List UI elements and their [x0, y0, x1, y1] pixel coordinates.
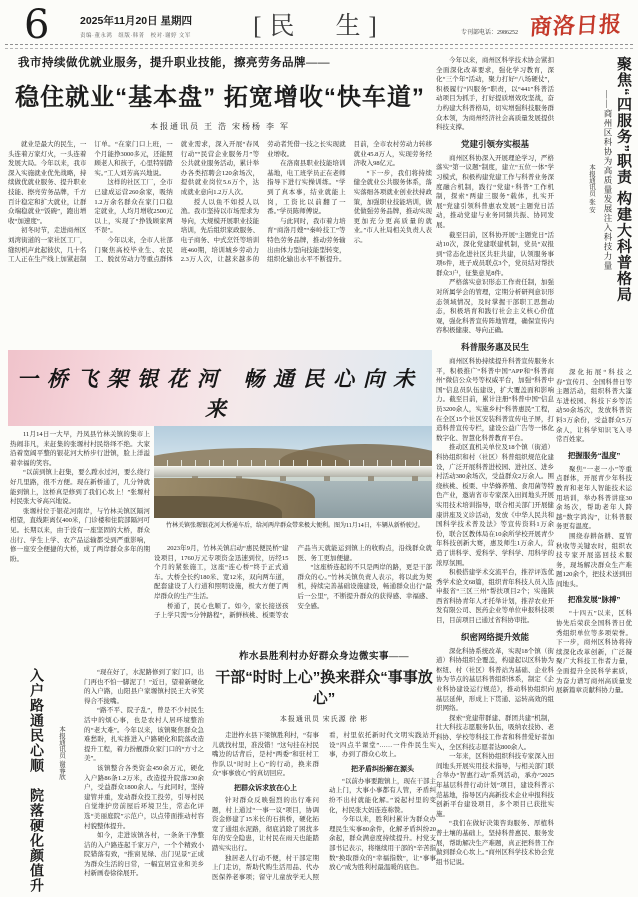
- employment-headline: 稳住就业“基本盘” 拓宽增收“快车道”: [15, 84, 425, 111]
- bridge-lower-columns: 2023年9月，竹林关镇启动“惠民便民桥”建设项目，1760万元专项资金迅速到位，历经15个月的紧张施工，这座“连心桥”终于正式通车。大桥全长约180米、宽12米，双向两车道，配套建设了人行道和照明设施，极大方便了两岸群众的生产生活。 桥通了，民心也顺了。如今，家长接送孩子上学只需“5分钟路程”，新鲜核桃、板栗等农产品当天就能运到镇上的收购点，沿线群众就医、务工更加便捷。 “这座桥连起的不只是两岸的路，更是干部群众的心。”竹林关镇负责人表示，将以此为契机，持续完善基础设施建设，畅通群众出行“最后一公里”，不断提升群众的获得感、幸福感、安全感。: [154, 545, 432, 620]
- header-rule-bottom: [5, 48, 633, 49]
- bridge-photo-caption: 竹林关镇张塬银花河大桥通车后，给河两岸群众带来极大便利。图为11月14日，车辆从新桥驶过。: [166, 523, 424, 529]
- science-subtitle: ——商州区科协为高质量发展注入科技力量: [603, 90, 613, 271]
- staff-credits: 责编·董永鸿 组版·韩菁 校对·谢婷 文军: [80, 33, 191, 39]
- masthead-logo: 商洛日报: [528, 11, 623, 41]
- science-vertical-title-block: [556, 56, 632, 362]
- cadre-subhead-2: 把矛盾纠纷解在源头: [351, 765, 414, 773]
- science-subhead-1: 党建引领夯实根基: [460, 138, 529, 149]
- science-intro: 今年以来，商州区科学技术协会紧扣全面深化改革要求，强化学习教育，深化“三个年”活动，聚力打好“八场硬仗”，积极履行“四服务”职责，以“441”科普活动项目为抓手，打好提质增效攻坚战，奋力构建大科普格局，切实增强科技服务群众本领，为商州经济社会高质量发展提供科技支撑。: [436, 57, 554, 132]
- science-headline: 聚焦“四服务”职责 构建大科普格局: [615, 56, 632, 303]
- article-bridge-feature: [8, 350, 432, 648]
- science-section-2: 商州区科协持续提升科普宣传服务水平，积极推广“科普中国”APP和“科普商州”微信公众号等权威平台，加强“科普中国”信息员队伍建设，扩大覆盖面和影响力。截至目前，累计注册“科普中国”信息员3200余人，实施乡村“科普惠民”工程，在全区15个社区安装科普宣传电子屏，打造科普宣传专栏，建设公益广告等一体化数字化、智慧化科普教育平台。 推动区直机关单位及18个镇（街道）科协组织和村（社区）科普组织规范化建设，广泛开展科普进校园、进社区、进乡村活动380余场次，受益群众2万余人。围绕核桃、板栗、中华蜂养殖、食用菌等特色产业，邀请省市专家深入田间地头开展实用技术培训指导，联合相关部门开展健康讲座及义诊活动，发放《中华人民共和国科学技术普及法》等宣传资料1万余份，联合区教体局在10余所学校开展青少年科技创新大赛，惠及师生1万余人，营造了讲科学、爱科学、学科学、用科学的浓厚氛围。 积极搭建学术交流平台，推荐评选优秀学术论文68篇，组织青年科技人员入选申报省“三区三州”帮扶项目2个；实施陕西省科协青年人才托举计划，推荐农业开发有限公司、医药企业等单位申报科技项目，目前项目已通过省科协审批。: [436, 358, 554, 625]
- header-rule-top: [5, 44, 633, 45]
- science-colb-part-2: 聚焦“一老一小”等重点群体，开展青少年科技教育和老年人智能技术运用培训，举办科普讲座30余场次，帮助老年人跨越“数字鸿沟”，让科普服务更有温度。 围绕春耕备耕、夏管秋收等关键农时，组织农技专家开展巡回技术服务，现场解决群众生产难题120余个，把技术送到田间地头。: [556, 465, 632, 588]
- science-byline: 本报通讯员 张 安: [588, 164, 595, 213]
- science-section-1: 商州区科协深入开展理论学习，严格落实“第一议题”制度，建立“五位一体”学习模式，积极构建党建工作与科普业务深度融合机制，践行“党建+科普”工作机制，探索“两建三服务”载体，扎实开展“党建引领科普惠农发展”主题党日活动，推动党建与业务同频共振、协同发展。 截至目前，区科协开展“主题党日”活动10次，深化党建联建机制，党员“双报到”常态化进社区共驻共建，认领服务事项6件，班子成员联点3个，党员结对帮扶群众3户，征集意见8件。 严格落实意识形态工作责任制，加强对所属学会的管理，定期分析研判意识形态领域情况，及时掌握干部职工思想动态，积极培育和践行社会主义核心价值观，强化科普宣传阵地管理，确保宣传内容积极健康、导向正确。: [436, 154, 554, 335]
- article-employment: [8, 54, 432, 346]
- alley-vertical-headline: 入户路通民心顺 院落硬化颜值升: [29, 668, 45, 893]
- bridge-headline: 一桥飞架银花河 畅通民心向未来: [16, 366, 424, 421]
- science-subhead-2: 科普服务惠及民生: [460, 342, 529, 353]
- article-science-column-a: [436, 56, 554, 892]
- alley-byline: 本报通讯员 谢蓉欣: [58, 726, 65, 780]
- cadre-subhead-1: 把群众诉求放在心上: [234, 784, 297, 792]
- bridge-photo: [154, 426, 432, 518]
- department-phone: 专刊部电话：2986252: [460, 30, 518, 36]
- cadre-byline: 本报通讯员 宋氏源 徐 彬: [279, 715, 369, 723]
- science-subhead-3: 织密网络提升效能: [460, 631, 529, 642]
- article-cadre: [212, 648, 436, 896]
- bridge-title-banner: [8, 350, 432, 426]
- alley-body: “现在好了，水泥路修到了家门口，出门再也不怕一脚泥了！”近日，望着新硬化的入户路，山阳县户家塬镇村民王大爷笑得合不拢嘴。 “路不平、院子乱”，曾是不少村民生活中的烦心事，也是农村人居环境整治的“老大难”。今年以来，该镇聚焦群众急难愁盼，扎实推进入户路硬化和院落改造提升工程，着力扮靓群众家门口的“方寸之美”。 该镇整合各类资金450余万元，硬化入户路86条1.2万米，改造提升院落230余户，受益群众1800余人。与此同时，坚持建管并重，发动群众投工投劳，引导村民自觉维护房前屋后环境卫生，常态化评选“美丽庭院”示范户，以点带面推动村容村貌整体提升。 如今，走进该镇各村，一条条干净整洁的入户路连起千家万户，一个个精致小院错落有致，“推窗见绿、出门见景”正成为群众生活的日常，一幅宜居宜业和美乡村新画卷徐徐展开。: [84, 669, 204, 878]
- cadre-body-part-1: 走进柞水县下梁镇胜利村，“有事儿就找村里，准没错！”这句挂在村民嘴边的话背后，是村“两委”和驻村工作队以“时时上心”的行动，换来群众“事事放心”的真切回应。: [212, 732, 319, 778]
- cadre-headline: 干部“时时上心”换来群众“事事放心”: [215, 669, 433, 707]
- science-colb-subhead-2: 把准发展“脉搏”: [567, 595, 621, 605]
- date-block: [80, 13, 192, 39]
- cadre-body: [212, 731, 436, 897]
- employment-kicker: 我市持续做优就业服务，提升职业技能，擦亮劳务品牌——: [18, 57, 330, 69]
- employment-byline: 本报通讯员 王 浩 宋杨杨 李 军: [150, 122, 290, 131]
- bridge-left-column: 11月14日一大早，丹凤县竹林关镇的集市上热闹非凡，来赶集的张塬村村民络绎不绝。大家沿着宽阔平整的银花河大桥步行进镇，脸上洋溢着幸福的笑容。 “以前到镇上赶集，要么蹚水过河，要么绕行好几里路，很不方便。现在新桥通了，几分钟就能到镇上，这桥真是修到了我们心坎上！”张塬村村民张大爷高兴地说。 张塬村位于银花河南岸，与竹林关镇区隔河相望，直线距离仅400米，门诊楼和住院部隔河可见。长期以来，由于没有一座坚固的大桥，群众出行、学生上学、农产品运输都受到严重影响，修一座安全便捷的大桥，成了两岸群众多年的期盼。: [10, 431, 150, 563]
- cadre-body-part-2: 针对群众反映强烈的出行难问题，村上通过“一事一议”项目，协调资金修建了15米长的石拱桥，硬化拓宽了通组水泥路，彻底消除了困扰多年的安全隐患，让村民在雨天也能踏踏实实出行。 独居老人行动不便，村干部定期上门走访，帮助代购生活用品、代办医保养老事项；留守儿童放学无人照看，村里依托新时代文明实践站开设“四点半课堂”……一件件民生实事，办到了群众心坎上。: [212, 732, 436, 881]
- cadre-body-part-3: “以前办事要跑镇上，现在干部主动上门，大事小事都有人管，矛盾纠纷不出村就能化解。”说起村里的变化，村民张大妈连连称赞。 今年以来，胜利村累计为群众办理民生实事80余件，化解矛盾纠纷20余起，群众满意度持续提升。村党支部书记表示，将继续用干部的“辛苦指数”换取群众的“幸福指数”，让“事事放心”成为胜利村最温暖的底色。: [329, 777, 436, 872]
- science-colb-part-1: 深化拓展“科技之春”宣传月、全国科普日等主题活动，组织科普大篷车进校园、科技下乡等活动50余场次，发放科普资料3万余份，受益群众5万余人，让科学知识飞入寻常百姓家。: [556, 369, 632, 444]
- page-number: 6: [24, 2, 50, 48]
- article-alley: [8, 668, 206, 895]
- cadre-kicker: 柞水县胜利村办好群众身边微实事——: [238, 652, 409, 662]
- science-colb-part-3: “十四五”以来，区科协先后荣获全国科普日优秀组织单位等多项荣誉。下一步，商州区科协将持续深化改革创新，广泛凝聚广大科技工作者力量，全面提升全民科学素质，为奋力谱写商州高质量发展新篇章贡献科协力量。: [556, 610, 632, 695]
- science-section-3: 深化科协系统改革，实现18个镇（街道）科协组织全覆盖，构建起以区科协为枢纽、村（社区）科普站为基础、企业科协为节点的基层科普组织体系，制定《企业科协建设运行规范》，推动科协组织向基层延伸，形成上下贯通、运转高效的组织网络。 探索“党建带群建、群团共建”机制，壮大科技志愿服务队伍，吸纳农技协、老科协、学校等科技工作者和科普爱好者加入，全区科技志愿者达800余人。 一年来，区科协组织科技专家深入田间地头开展实用技术指导，与相关部门联合举办“智惠行动”系列活动，承办“2025年基层科普行动计划”项目，建设科普示范基地，指导区内高新技术企业申报科技创新平台建设项目，多个项目已获批实施。 “我们在做好决策咨询服务、厚植科普土壤的基础上，坚持科普惠民、服务发展，帮助解决生产难题，真正把科普工作做到群众心坎上。”商州区科学技术协会党组书记说。: [436, 647, 554, 866]
- employment-body: 就业是最大的民生，一头连着万家灯火，一头连着发展大局。今年以来，我市深入实施就业优先战略，持续做优就业服务、提升职业技能、擦亮劳务品牌，千方百计稳定和扩大就业，让群众端稳就业“饭碗”，跑出增收“加速度”。 初冬时节，走进商州区刘湾街道的一家社区工厂，缝纫机声此起彼伏，几十名工人正在生产线上加紧赶制订单。“在家门口上班，一个月能挣3000多元，还能照顾老人和孩子，心里特别踏实。”工人刘芳高兴地说。 这样的社区工厂，全市已建成运营260余家，吸纳1.2万余名群众在家门口稳定就业，人均月增收2500元以上，实现了“挣钱顾家两不误”。 今年以来，全市人社部门聚焦高校毕业生、农民工、脱贫劳动力等重点群体就业需求，深入开展“春风行动”“民营企业服务月”等公共就业服务活动，累计举办各类招聘会120余场次，提供就业岗位5.6万个，达成就业意向1.2万人次。 授人以鱼不如授人以渔。我市坚持以市场需求为导向，大规模开展职业技能培训，先后组织家政服务、电子商务、中式烹饪等培训班460期，培训城乡劳动力2.3万人次，让越来越多的劳动者凭借一技之长实现就业增收。 在洛南县职业技能培训基地，电工班学员正在老师指导下进行实操训练。“学到了真本事，结业就能上岗，工资比以前翻了一番。”学员陈师傅说。 与此同时，我市着力培育“商洛月嫂”“秦岭技工”等特色劳务品牌，推动劳务输出由体力型向技能型转变，组织化输出水平不断提升。目前，全市农村劳动力转移就业45.8万人，实现劳务经济收入98亿元。 “下一步，我们将持续健全就业公共服务体系，落实落细各项就业创业扶持政策，加强职业技能培训，做优做强劳务品牌，推动实现更加充分更高质量的就业。”市人社局相关负责人表示。: [8, 141, 432, 264]
- section-title: [民 生]: [253, 13, 385, 40]
- article-science-column-b: [556, 368, 632, 892]
- issue-date: 2025年11月20日 星期四: [80, 15, 193, 27]
- science-colb-subhead-1: 把握服务“温度”: [567, 450, 621, 460]
